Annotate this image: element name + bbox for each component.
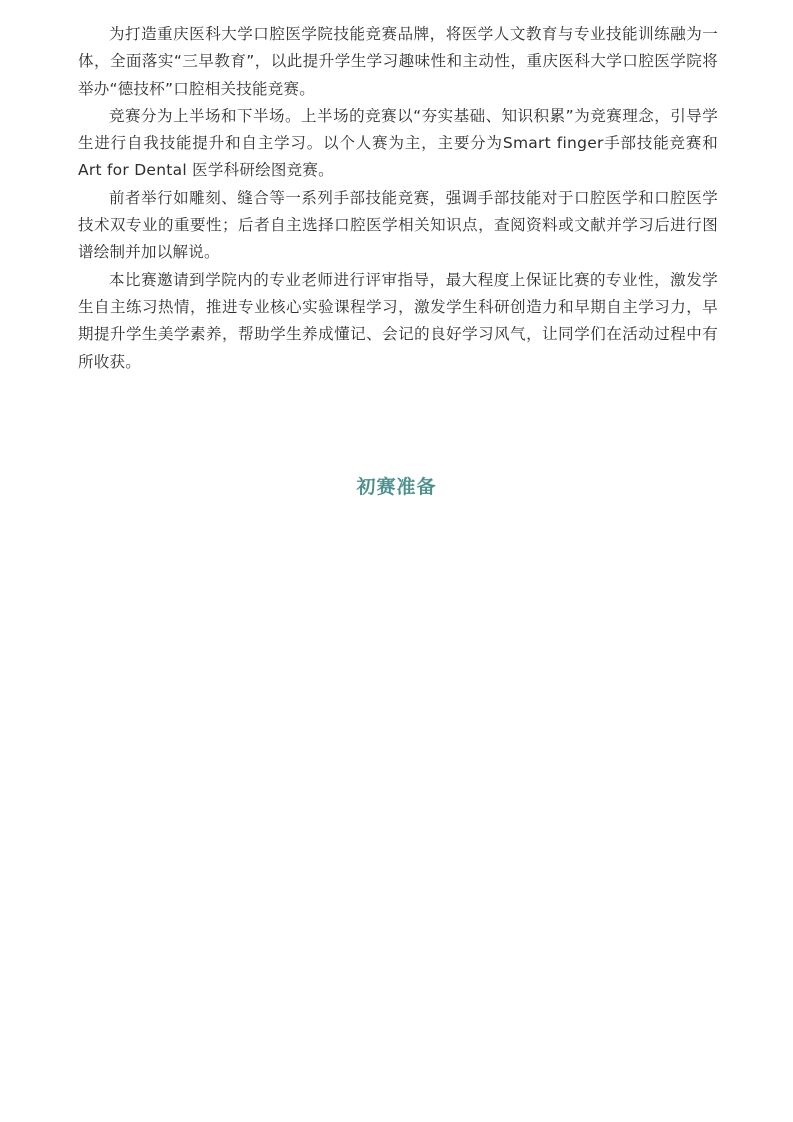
section-title: 初赛准备 xyxy=(356,476,437,498)
paragraph-format: 竞赛分为上半场和下半场。上半场的竞赛以“夯实基础、知识积累”为竞赛理念，引导学生进行自我技能提升和自主学习。以个人赛为主，主要分为Smart finger手部技能竞赛和Art for Dental 医学科研绘图竞赛。 xyxy=(78,106,718,180)
paragraph-events: 前者举行如雕刻、缝合等一系列手部技能竞赛，强调手部技能对于口腔医学和口腔医学技术双专业的重要性；后者自主选择口腔医学相关知识点，查阅资料或文献并学习后进行图谱绘制并加以解说。 xyxy=(78,188,718,262)
body-text xyxy=(78,21,718,376)
paragraph-judging: 本比赛邀请到学院内的专业老师进行评审指导，最大程度上保证比赛的专业性，激发学生自主练习热情，推进专业核心实验课程学习，激发学生科研创造力和早期自主学习力，早期提升学生美学素养，帮助学生养成懂记、会记的良好学习风气，让同学们在活动过程中有所收获。 xyxy=(78,270,718,371)
paragraph-intro: 为打造重庆医科大学口腔医学院技能竞赛品牌，将医学人文教育与专业技能训练融为一体，全面落实“三早教育”，以此提升学生学习趣味性和主动性，重庆医科大学口腔医学院将举办“德技杯”口腔相关技能竞赛。 xyxy=(78,25,718,98)
